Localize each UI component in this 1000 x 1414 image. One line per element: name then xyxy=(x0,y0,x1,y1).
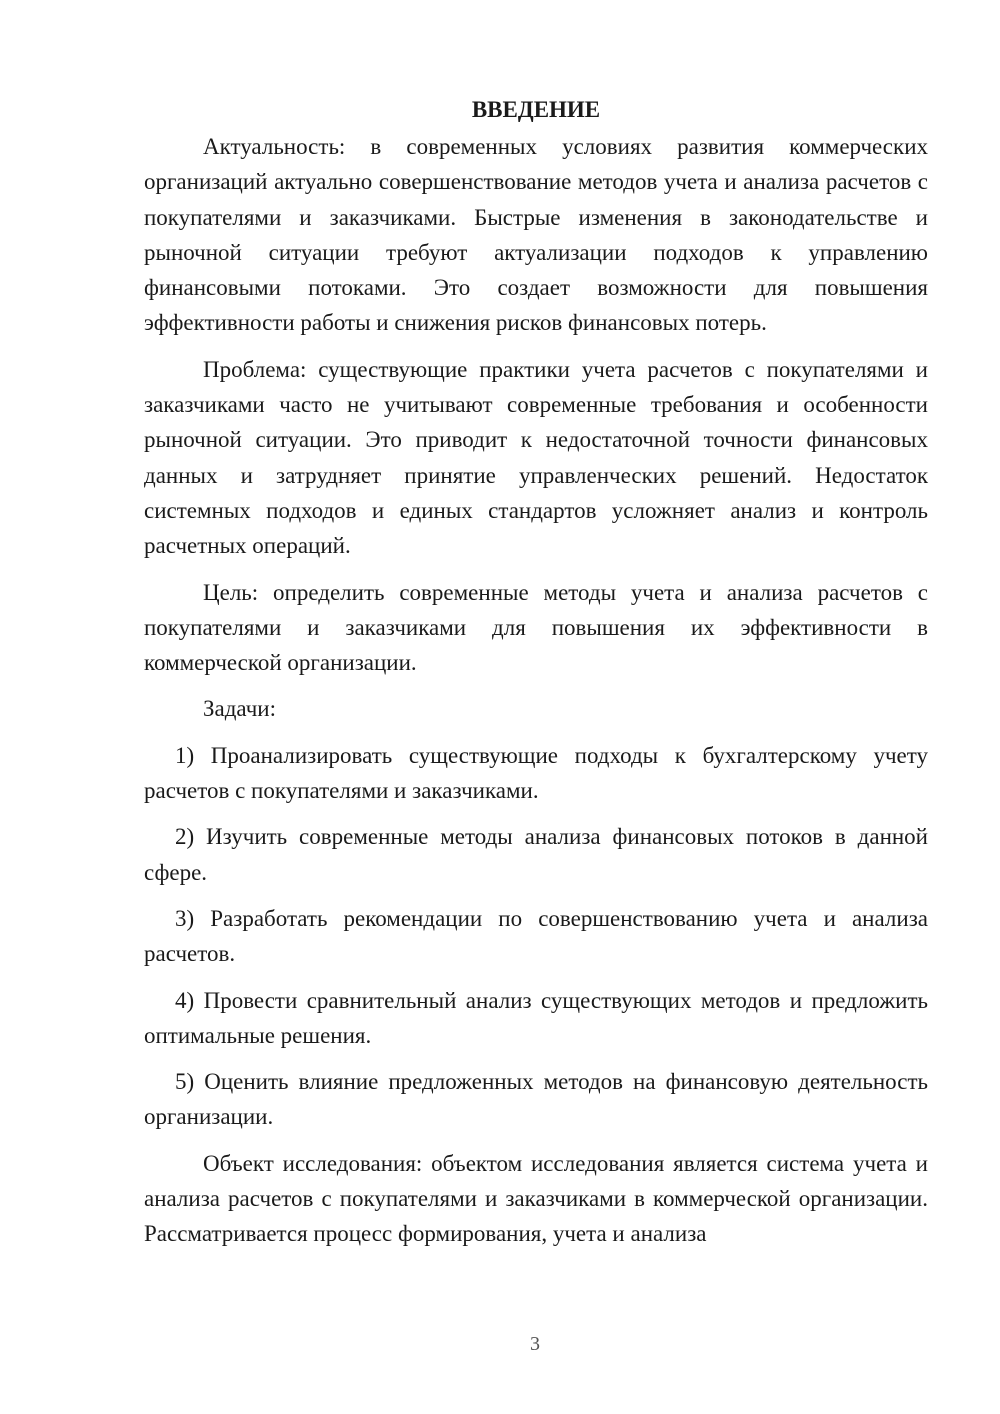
section-title: ВВЕДЕНИЕ xyxy=(471,97,601,122)
page-body xyxy=(144,92,928,1263)
task-item-1: 1) Проанализировать существующие подходы к бухгалтерскому учету расчетов с покупателями и заказчиками. xyxy=(144,742,928,804)
task-item-3: 3) Разработать рекомендации по совершенствованию учета и анализа расчетов. xyxy=(144,905,928,967)
page-number: 3 xyxy=(530,1333,540,1355)
task-item-2: 2) Изучить современные методы анализа финансовых потоков в данной сфере. xyxy=(144,824,928,885)
relevance-paragraph: Актуальность: в современных условиях развития коммерческих организаций актуально совершенствование методов учета и анализа расчетов с покупателями и заказчиками. Быстрые изменения в законодательстве и рыночной ситуации требуют актуализации подходов к управлению финансовыми потоками. Это создает возможности для повышения эффективности работы и снижения рисков финансовых потерь. xyxy=(144,134,928,336)
tasks-heading: Задачи: xyxy=(203,696,276,722)
object-paragraph: Объект исследования: объектом исследования является система учета и анализа расчетов с покупателями и заказчиками в коммерческой организации. Рассматривается процесс формирования, учета и анализа xyxy=(144,1150,928,1247)
problem-paragraph: Проблема: существующие практики учета расчетов с покупателями и заказчиками часто не учитывают современные требования и особенности рыночной ситуации. Это приводит к недостаточной точности финансовых данных и затрудняет принятие управленческих решений. Недостаток системных подходов и единых стандартов усложняет анализ и контроль расчетных операций. xyxy=(144,356,928,559)
goal-paragraph: Цель: определить современные методы учета и анализа расчетов с покупателями и заказчиками для повышения их эффективности в коммерческой организации. xyxy=(144,579,928,676)
task-item-5: 5) Оценить влияние предложенных методов на финансовую деятельность организации. xyxy=(144,1069,928,1130)
task-item-4: 4) Провести сравнительный анализ существующих методов и предложить оптимальные решения. xyxy=(144,987,928,1048)
